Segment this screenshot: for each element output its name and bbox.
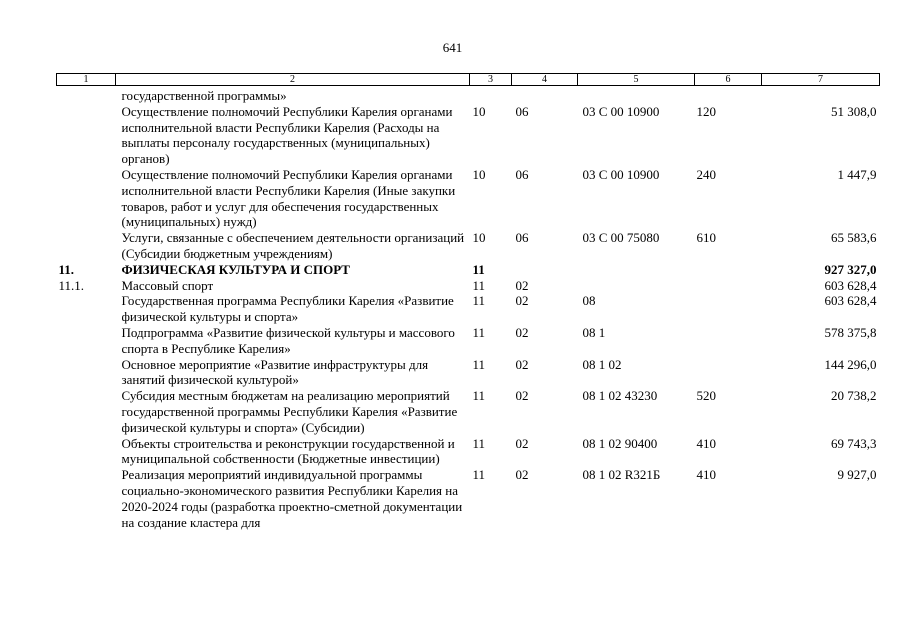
row-name: Основное мероприятие «Развитие инфраструктуры для занятий физической культурой» — [121, 356, 429, 388]
table-row — [57, 357, 880, 389]
target-article-code: 08 1 — [582, 324, 606, 340]
expense-type-code — [695, 357, 762, 389]
column-header-4: 4 — [512, 74, 578, 86]
row-number — [57, 357, 116, 389]
subsection-code: 02 — [515, 324, 529, 340]
section-code: 10 — [472, 230, 486, 246]
table-row — [57, 167, 880, 230]
section-code: 11 — [472, 324, 486, 340]
amount-value — [762, 88, 880, 104]
section-code: 10 — [472, 103, 486, 119]
amount-value: 603 628,4 — [824, 277, 877, 293]
table-row — [57, 262, 880, 278]
row-name: Массовый спорт — [121, 277, 214, 293]
table-row — [57, 325, 880, 357]
row-number — [57, 436, 116, 468]
expense-type-code: 410 — [696, 435, 716, 451]
target-article-code: 03 С 00 10900 — [582, 103, 660, 119]
row-number — [57, 88, 116, 104]
target-article-code — [578, 278, 695, 294]
target-article-code: 08 1 02 90400 — [582, 435, 658, 451]
target-article-code — [578, 262, 695, 278]
amount-value: 51 308,0 — [831, 103, 877, 119]
row-name: Государственная программа Республики Карелия «Развитие физической культуры и спорта» — [121, 293, 454, 325]
amount-value: 69 743,3 — [831, 435, 877, 451]
subsection-code: 02 — [515, 435, 529, 451]
table-row — [57, 278, 880, 294]
target-article-code: 08 1 02 R321Б — [582, 467, 661, 483]
row-name: государственной программы» — [121, 88, 287, 103]
target-article-code — [578, 88, 695, 104]
section-code — [470, 88, 512, 104]
expense-type-code — [695, 88, 762, 104]
table-body — [57, 88, 880, 530]
subsection-code: 02 — [515, 293, 529, 309]
section-code: 11 — [472, 388, 486, 404]
column-header-5: 5 — [578, 74, 695, 86]
column-header-1: 1 — [57, 74, 116, 86]
amount-value: 927 327,0 — [824, 261, 877, 277]
row-number: 11.1. — [58, 277, 85, 293]
row-number — [57, 230, 116, 262]
row-number: 11. — [58, 261, 75, 277]
subsection-code: 02 — [515, 388, 529, 404]
amount-value: 144 296,0 — [824, 356, 877, 372]
column-header-7: 7 — [762, 74, 880, 86]
row-number — [57, 104, 116, 167]
subsection-code — [512, 88, 578, 104]
amount-value: 9 927,0 — [837, 467, 877, 483]
amount-value: 20 738,2 — [831, 388, 877, 404]
section-code: 11 — [472, 356, 486, 372]
row-number — [57, 467, 116, 530]
target-article-code: 08 — [582, 293, 596, 309]
table-row — [57, 436, 880, 468]
subsection-code: 06 — [515, 103, 529, 119]
section-code: 11 — [472, 435, 486, 451]
budget-table — [56, 73, 880, 530]
section-code: 11 — [472, 467, 486, 483]
subsection-code: 06 — [515, 166, 529, 182]
amount-value: 65 583,6 — [831, 230, 877, 246]
section-code: 10 — [472, 166, 486, 182]
column-header-3: 3 — [470, 74, 512, 86]
amount-value: 578 375,8 — [824, 324, 877, 340]
expense-type-code: 410 — [696, 467, 716, 483]
table-row — [57, 230, 880, 262]
column-number-header-row — [57, 74, 880, 86]
section-code: 11 — [472, 277, 486, 293]
column-header-6: 6 — [695, 74, 762, 86]
row-number — [57, 325, 116, 357]
subsection-code — [512, 262, 578, 278]
section-code: 11 — [472, 261, 485, 277]
expense-type-code: 520 — [696, 388, 716, 404]
expense-type-code — [695, 262, 762, 278]
subsection-code: 06 — [515, 230, 529, 246]
row-name: Услуги, связанные с обеспечением деятельности организаций (Субсидии бюджетным учреждениям) — [121, 230, 465, 261]
target-article-code: 03 С 00 10900 — [582, 166, 660, 182]
table-row — [57, 293, 880, 325]
page-number: 641 — [442, 40, 463, 55]
expense-type-code: 610 — [696, 230, 716, 246]
row-name: Осуществление полномочий Республики Карелия органами исполнительной власти Республики Карелия (Расходы на выплаты персоналу государственных (муниципальных) органов) — [121, 103, 453, 167]
expense-type-code: 120 — [696, 103, 716, 119]
row-number — [57, 293, 116, 325]
row-number — [57, 388, 116, 435]
row-name: Субсидия местным бюджетам на реализацию мероприятий государственной программы Республики Карелия «Развитие физической культуры и спорта» (Субсидии) — [121, 388, 458, 435]
expense-type-code — [695, 325, 762, 357]
section-code: 11 — [472, 293, 486, 309]
subsection-code: 02 — [515, 467, 529, 483]
row-name: Объекты строительства и реконструкции государственной и муниципальной собственности (Бюджетные инвестиции) — [121, 435, 455, 467]
row-name: Реализация мероприятий индивидуальной программы социально-экономического развития Республики Карелия на 2020-2024 годы (разработка проектно-сметной документации на создание кластера для — [121, 467, 463, 530]
table-row — [57, 467, 880, 530]
row-name: Подпрограмма «Развитие физической культуры и массового спорта в Республике Карелия» — [121, 324, 455, 356]
amount-value: 1 447,9 — [837, 166, 877, 182]
expense-type-code: 240 — [696, 166, 716, 182]
row-name: ФИЗИЧЕСКАЯ КУЛЬТУРА И СПОРТ — [121, 261, 350, 277]
expense-type-code — [695, 293, 762, 325]
expense-type-code — [695, 278, 762, 294]
row-name: Осуществление полномочий Республики Карелия органами исполнительной власти Республики Карелия (Иные закупки товаров, работ и услуг для обеспечения государственных (муниципальных) нужд) — [121, 166, 456, 230]
subsection-code: 02 — [515, 356, 529, 372]
row-number — [57, 167, 116, 230]
target-article-code: 08 1 02 43230 — [582, 388, 658, 404]
table-row — [57, 104, 880, 167]
table-row — [57, 88, 880, 104]
table-row — [57, 388, 880, 435]
target-article-code: 03 С 00 75080 — [582, 230, 660, 246]
target-article-code: 08 1 02 — [582, 356, 622, 372]
subsection-code: 02 — [515, 277, 529, 293]
column-header-2: 2 — [116, 74, 470, 86]
amount-value: 603 628,4 — [824, 293, 877, 309]
